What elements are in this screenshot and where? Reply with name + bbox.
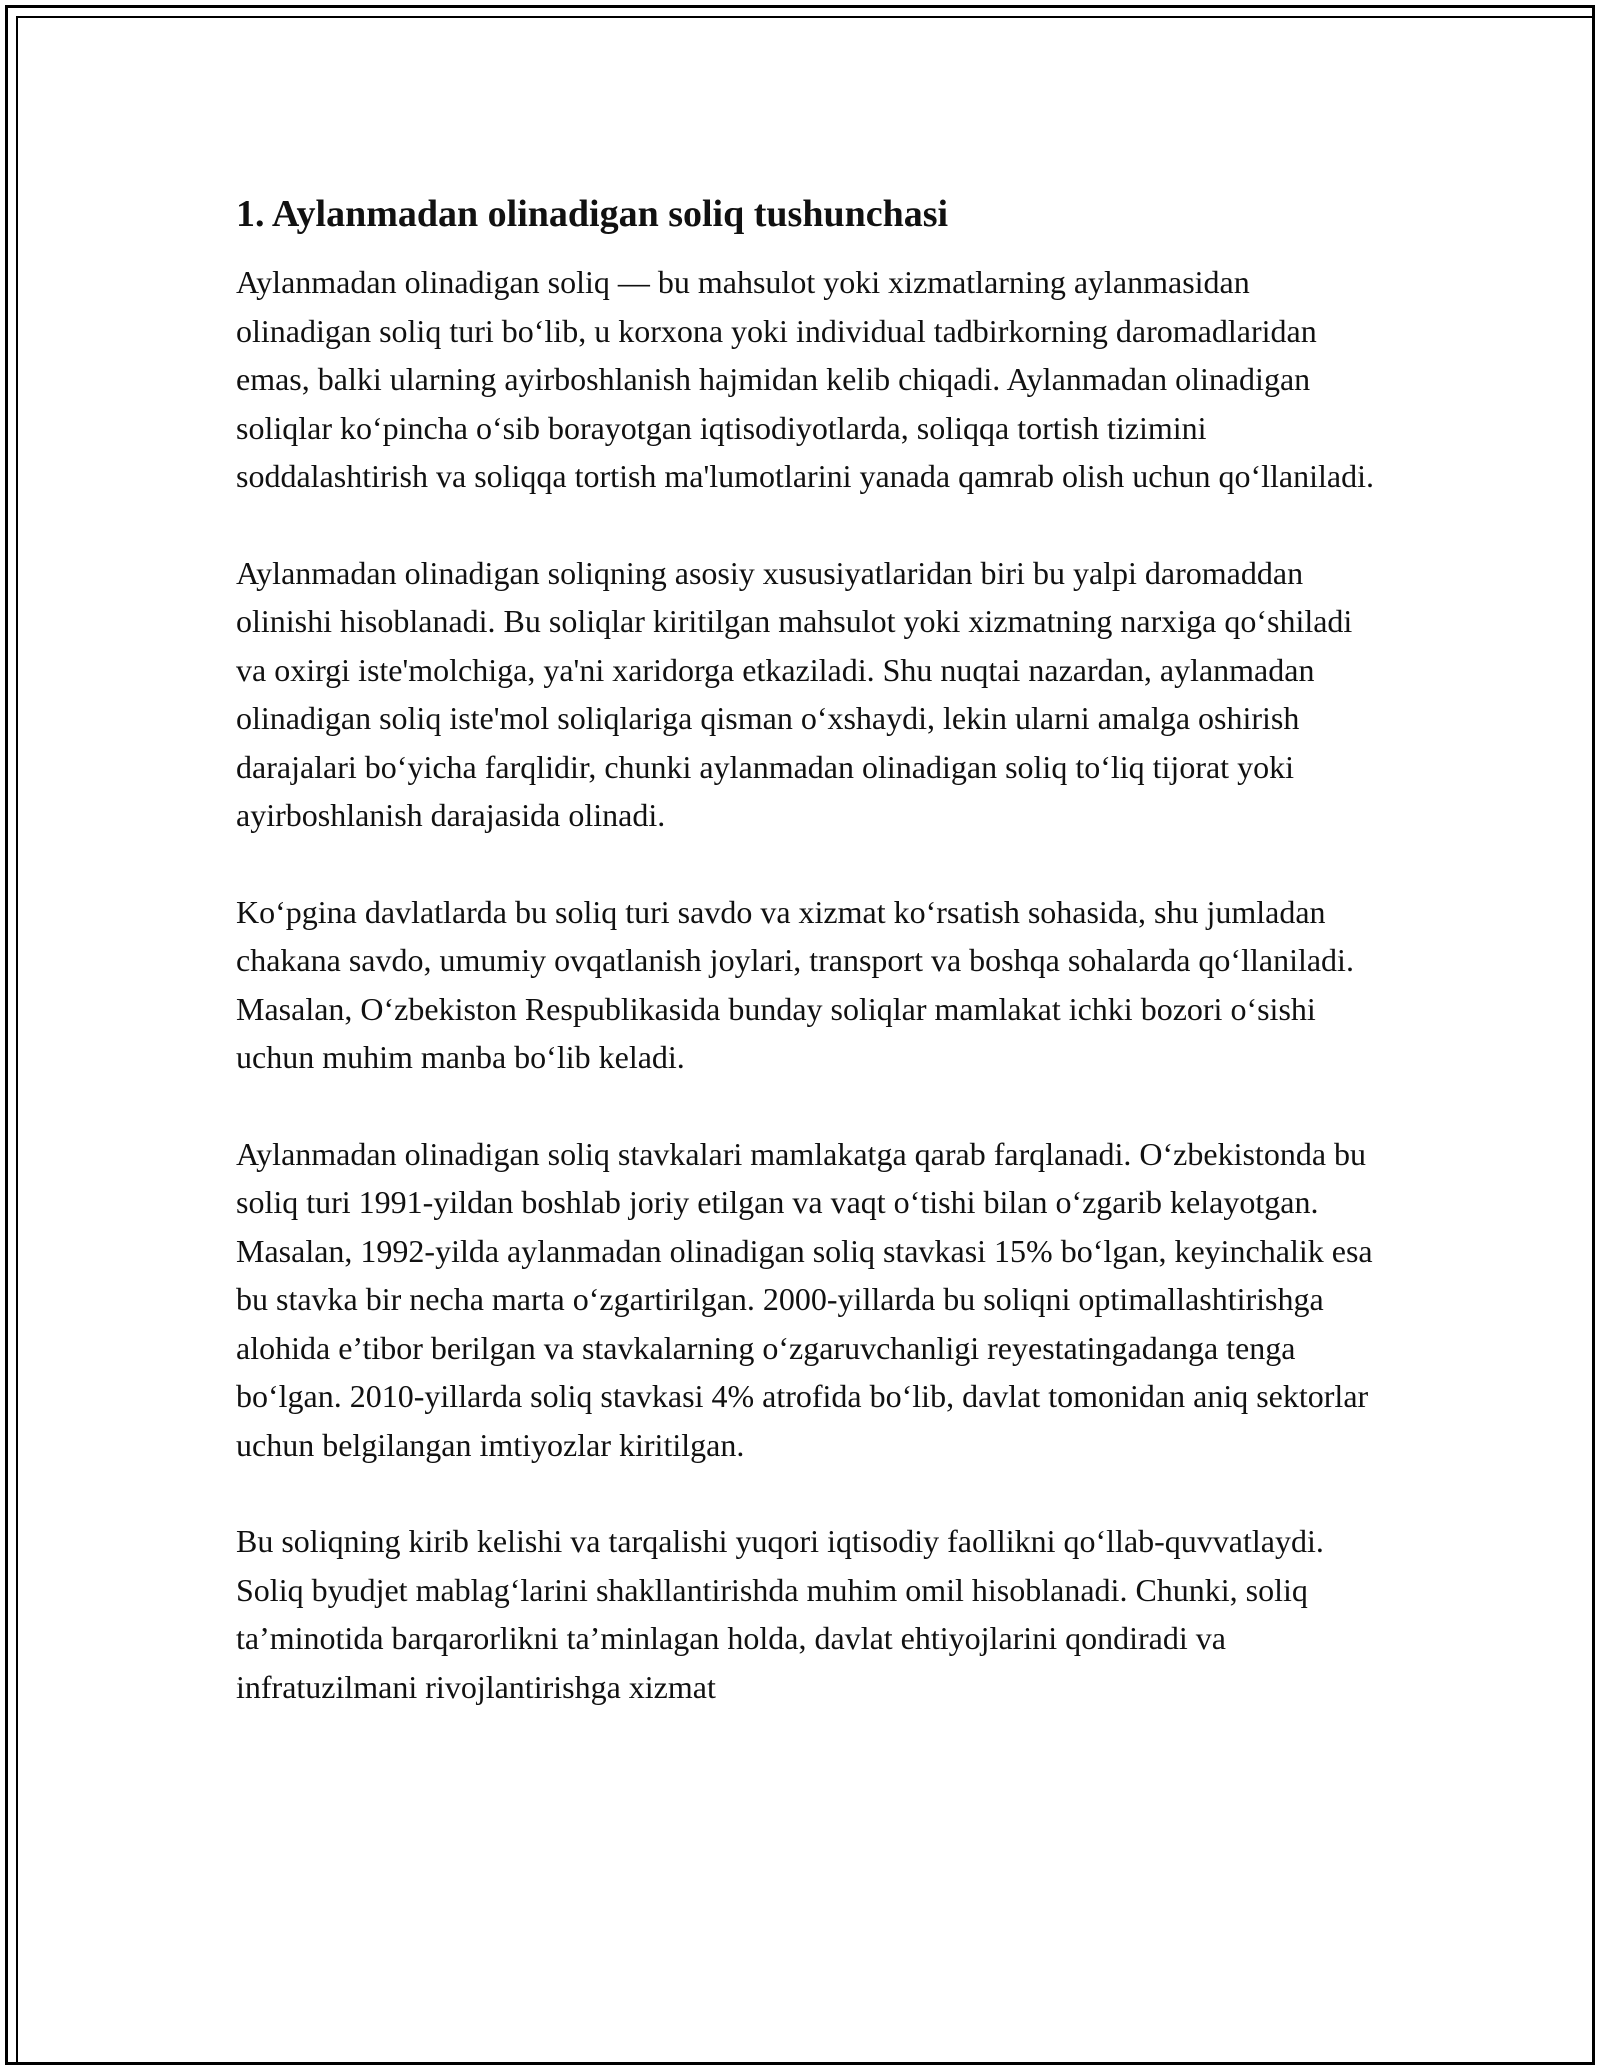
paragraph-2: Aylanmadan olinadigan soliqning asosiy xususiyatlaridan biri bu yalpi daromaddan olinishi hisoblanadi. Bu soliqlar kiritilgan mahsulot yoki xizmatning narxiga qo‘shiladi va oxirgi iste'molchiga, ya'ni xaridorga etkaziladi. Shu nuqtai nazardan, aylanmadan olinadigan soliq iste'mol soliqlariga qisman o‘xshaydi, lekin ularni amalga oshirish darajalari bo‘yicha farqlidir, chunki aylanmadan olinadigan soliq to‘liq tijorat yoki ayirboshlanish darajasida olinadi. (236, 554, 1353, 833)
document-body (236, 188, 1376, 1759)
paragraph-3: Ko‘pgina davlatlarda bu soliq turi savdo va xizmat ko‘rsatish sohasida, shu jumladan chakana savdo, umumiy ovqatlanish joylari, transport va boshqa sohalarda qo‘llaniladi. Masalan, O‘zbekiston Respublikasida bunday soliqlar mamlakat ichki bozori o‘sishi uchun muhim manba bo‘lib keladi. (236, 893, 1354, 1075)
paragraph-4: Aylanmadan olinadigan soliq stavkalari mamlakatga qarab farqlanadi. O‘zbekistonda bu soliq turi 1991-yildan boshlab joriy etilgan va vaqt o‘tishi bilan o‘zgarib kelayotgan. Masalan, 1992-yilda aylanmadan olinadigan soliq stavkasi 15% bo‘lgan, keyinchalik esa bu stavka bir necha marta o‘zgartirilgan. 2000-yillarda bu soliqni optimallashtirishga alohida e’tibor berilgan va stavkalarning o‘zgaruvchanligi reyestatingadanga tenga bo‘lgan. 2010-yillarda soliq stavkasi 4% atrofida bo‘lib, davlat tomonidan aniq sektorlar uchun belgilangan imtiyozlar kiritilgan. (236, 1135, 1373, 1463)
paragraph-5: Bu soliqning kirib kelishi va tarqalishi yuqori iqtisodiy faollikni qo‘llab-quvvatlaydi. Soliq byudjet mablag‘larini shakllantirishda muhim omil hisoblanadi. Chunki, soliq ta’minotida barqarorlikni ta’minlagan holda, davlat ehtiyojlarini qondiradi va infratuzilmani rivojlantirishga xizmat (236, 1523, 1324, 1705)
paragraph-1: Aylanmadan olinadigan soliq — bu mahsulot yoki xizmatlarning aylanmasidan olinadigan soliq turi bo‘lib, u korxona yoki individual tadbirkorning daromadlaridan emas, balki ularning ayirboshlanish hajmidan kelib chiqadi. Aylanmadan olinadigan soliqlar ko‘pincha o‘sib borayotgan iqtisodiyotlarda, soliqqa tortish tizimini soddalashtirish va soliqqa tortish ma'lumotlarini yanada qamrab olish uchun qo‘llaniladi. (236, 264, 1374, 494)
section-heading: 1. Aylanmadan olinadigan soliq tushunchasi (236, 193, 949, 235)
